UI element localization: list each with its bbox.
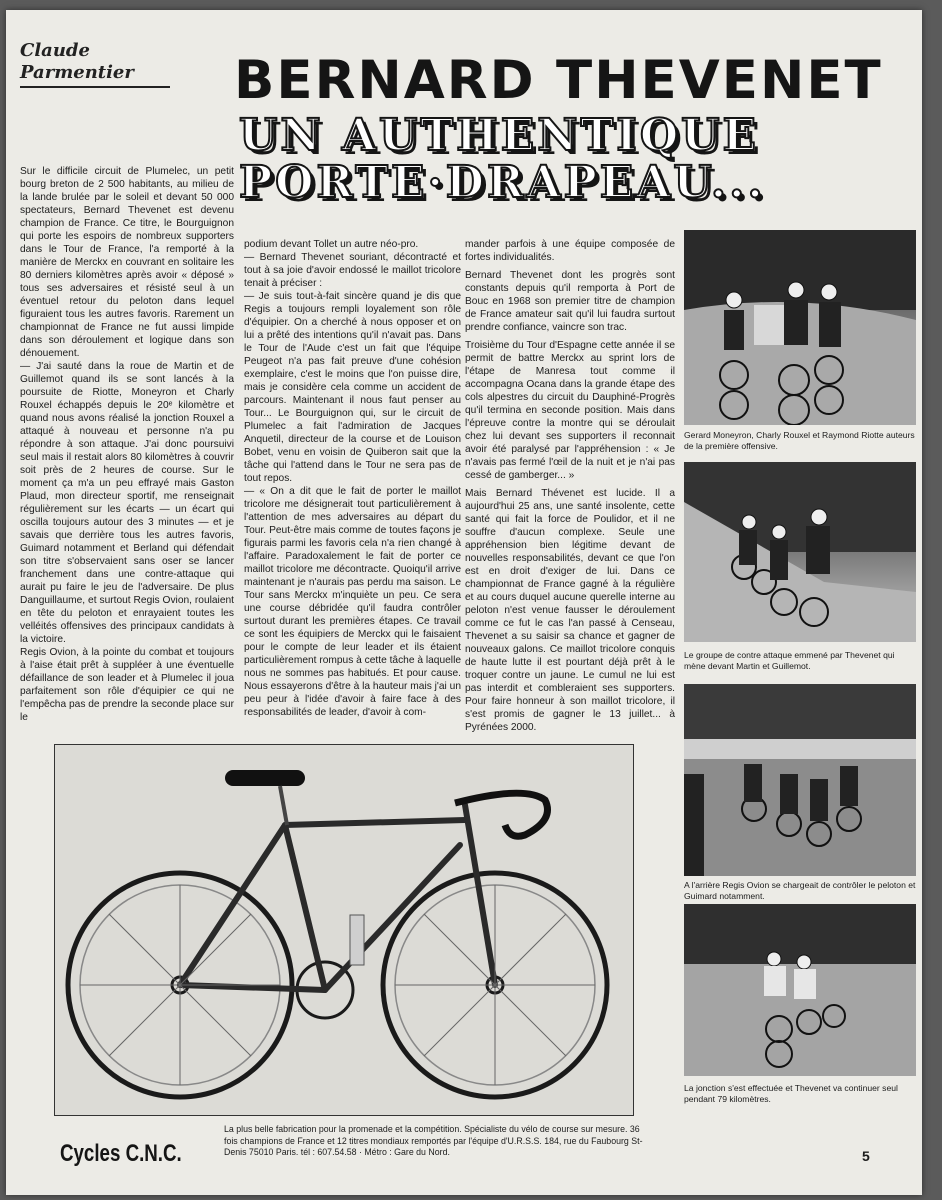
brand-logo: Cycles C.N.C. xyxy=(60,1140,182,1167)
author-last-name: Parmentier xyxy=(20,62,134,83)
paragraph: mander parfois à une équipe composée de fortes individualités. xyxy=(465,239,675,263)
headline-name: BERNARD THEVENET xyxy=(234,50,883,111)
paragraph: — Bernard Thevenet souriant, décontracté et tout à sa joie d'avoir endossé le maillot tricolore tenait à préciser : xyxy=(244,252,461,289)
photo-peloton xyxy=(684,684,916,876)
author-first-name: Claude xyxy=(20,40,90,61)
article-column-1 xyxy=(20,165,234,724)
paragraph: — Je suis tout-à-fait sincère quand je dis que Regis a toujours rempli loyalement son rôle d'équipier. On a cherché à nous opposer et on lui a prêté des intentions qu'il n'avait pas. Dans le Tour de l'Aude c'est un fait que l'équipe Peugeot n'a pas fait preuve d'une cohésion exemplaire, c'est le moins que l'on puisse dire, mais je considère cela comme un accident de parcours. Maintenant il nous faut penser au Tour... Le Bourguignon qui, sur le circuit de Plumelec a fait l'admiration de Jacques Anquetil, directeur de la course et de Louison Bobet, venu en voisin de Quiberon sait que la tâche qui l'attend dans le Tour ne sera pas de tout repos. xyxy=(244,291,461,484)
racing-bicycle-icon xyxy=(55,745,633,1115)
photo-caption: Le groupe de contre attaque emmené par Thevenet qui mène devant Martin et Guillemot. xyxy=(684,650,895,671)
bicycle-photo xyxy=(54,744,634,1116)
paragraph: Troisième du Tour d'Espagne cette année il se permit de battre Merckx au sprint lors de l'étape de Manresa tout comme il accompagna Ocana dans la grande étape des cols alpestres du circuit du Dauphiné-Progrès qu'il termina en seconde position. Mais dans l'épreuve contre la montre qui se déroulait chez lui devant ses supporters il reconnait avoir été paralysé par l'appréhension : « Je n'avais pas fermé l'œil de la nuit et je n'ai pas cessé de gamberger... » xyxy=(465,340,675,481)
paragraph: Regis Ovion, à la pointe du combat et toujours à l'aise était prêt à suppléer à une éventuelle défaillance de son leader et à Plumelec il joua parfaitement son rôle d'équipier ce qui ne l'empêcha pas de prendre la seconde place sur le xyxy=(20,647,234,723)
photo-caption: Gerard Moneyron, Charly Rouxel et Raymond Riotte auteurs de la première offensive. xyxy=(684,430,915,451)
photo-junction xyxy=(684,904,916,1076)
headline-line-3: PORTE·DRAPEAU... xyxy=(239,157,766,208)
paragraph: — « On a dit que le fait de porter le maillot tricolore me désignerait tout particulièrement à l'attention de mes adversaires au départ du Tour. Peut-être mais comme de toutes façons je figurais parmi les favoris cela n'a rien changé à l'affaire. Paradoxalement le fait de porter ce maillot tricolore me décontracte. Quoiqu'il arrive maintenant je n'aurais pas perdu ma saison. Le Tour sans Merckx m'inquiète un peu. Ce sera une course débridée qu'il faudra contrôler surtout durant les premières étapes. Ce travail ce sont les équipiers de Merckx qui le faisaient pour le compte de leur leader et ils étaient particulièrement rompus à cette tâche à laquelle nous ne sommes pas habitués. Et pour cause. Nous essayerons d'être à la hauteur mais j'ai un peu peur à l'idée d'avoir à faire face à des responsabilités de leader, d'avoir à com- xyxy=(244,486,461,718)
article-column-3 xyxy=(465,238,675,734)
paragraph: podium devant Tollet un autre néo-pro. xyxy=(244,239,419,250)
paragraph: Bernard Thevenet dont les progrès sont constants depuis qu'il remporta à Port de Bouc en 1968 son premier titre de champion de France amateur sait qu'il lui faudra surtout prendre confiance, vaincre son trac. xyxy=(465,270,675,333)
magazine-page xyxy=(6,10,922,1195)
paragraph: Mais Bernard Thévenet est lucide. Il a aujourd'hui 25 ans, une santé insolente, cette santé qui fait la force de Poulidor, et il ne souffre d'aucun complexe. Seule une appréhension bien légitime devant de nouvelles responsabilités, devant ce que l'on est en droit d'exiger de lui. Dans ce championnat de France gagné à la régulière et au cours duquel aucune querelle interne au peloton n'est venue fausser le déroulement comme ce fut le cas l'an passé à Censeau, Thevenet a su saisir sa chance et gagner de nouveaux galons. Ce maillot tricolore conquis de haute lutte il est pourtant déjà prêt à le troquer contre un jaune. Le cumul ne lui est pas interdit et combleraient ses supporters. Pour faire honneur à son maillot tricolore, il s'est promis de gagner le 13 juillet... à Pyrénées 2000. xyxy=(465,488,675,733)
author-byline xyxy=(20,40,170,88)
paragraph: Sur le difficile circuit de Plumelec, un petit bourg breton de 2 500 habitants, au milieu de la lande brulée par le soleil et devant 50 000 spectateurs, Bernard Thevenet est devenu champion de France. Ce titre, le Bourguignon qui porte les espoirs de nombreux supporters dans le Tour de France, l'a remporté à la manière de Merckx en couvrant en solitaire les 80 derniers kilomètres après avoir « déposé » tous ses adversaires et résisté seul à un éventuel retour du peloton dans lequel figuraient tous les autres favoris. Rarement un championnat de France ne fut aussi limpide dans son déroulement et logique dans son dénouement. xyxy=(20,166,234,359)
cyclists-illustration xyxy=(684,904,916,1076)
cyclists-illustration xyxy=(684,230,916,425)
headline-line-2: UN AUTHENTIQUE xyxy=(239,110,760,161)
photo-caption: La jonction s'est effectuée et Thevenet va continuer seul pendant 79 kilomètres. xyxy=(684,1083,898,1104)
cyclists-illustration xyxy=(684,462,916,642)
photo-breakaway xyxy=(684,230,916,425)
paragraph: — J'ai sauté dans la roue de Martin et de Guillemot quand ils se sont lancés à la poursuite de Riotte, Moneyron et Charly Rouxel échappés depuis le 20ᵉ kilomètre et quand nous avons réalisé la jonction Rouxel a attaqué à nouveau et personne n'a pu répondre à son attaque. J'ai donc poursuivi seul mais il restait alors 80 kilomètres à couvrir soit près de 2 heures de course. Sur le moment ça m'a un peu effrayé mais Gaston Plaud, mon directeur sportif, me renseignait régulièrement sur les écarts — un écart qui oscilla toujours autour des 3 minutes — et je savais que derrière tous les autres favoris, Guimard notamment et Berland qui défendait son titre s'observaient sans oser se lancer franchement dans une contre-attaque qui aurait pu faire le jeu de l'adversaire. De plus Danguillaume, et surtout Regis Ovion, roulaient en tête du peloton et enrayaient toutes les velléités offensives des principaux candidats à la victoire. xyxy=(20,361,234,645)
advertisement-text: La plus belle fabrication pour la promenade et la compétition. Spécialiste du vélo de course sur mesure. 36 fois champions de France et 12 titres mondiaux remportés par l'équipe d'U.R.S.S. 184, rue du Faubourg St-Denis 75010 Paris. tél : 607.54.58 · Métro : Gare du Nord. xyxy=(224,1124,643,1157)
page-number: 5 xyxy=(862,1148,870,1164)
photo-counter-attack xyxy=(684,462,916,642)
article-column-2 xyxy=(244,238,461,719)
cyclists-illustration xyxy=(684,684,916,876)
photo-caption: A l'arrière Regis Ovion se chargeait de contrôler le peloton et Guimard notamment. xyxy=(684,880,916,901)
